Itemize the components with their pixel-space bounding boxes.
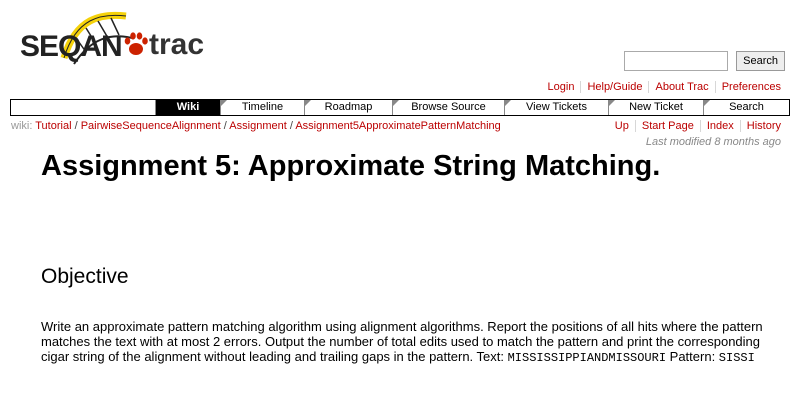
tab-wiki[interactable] bbox=[155, 100, 220, 115]
tab-wiki-label: Wiki bbox=[176, 101, 200, 113]
breadcrumb-tutorial[interactable]: Tutorial bbox=[35, 120, 72, 132]
tab-view-tickets-label: View Tickets bbox=[526, 101, 587, 113]
tab-search[interactable] bbox=[703, 100, 789, 115]
tab-corner-icon bbox=[505, 100, 511, 106]
breadcrumb-current-page[interactable]: Assignment5ApproximatePatternMatching bbox=[295, 120, 501, 132]
objective-paragraph bbox=[41, 319, 781, 366]
breadcrumb bbox=[11, 120, 501, 132]
tab-corner-icon bbox=[305, 100, 311, 106]
tab-view-tickets[interactable] bbox=[504, 100, 608, 115]
breadcrumb-separator: / bbox=[220, 120, 230, 132]
tab-timeline[interactable] bbox=[220, 100, 304, 115]
last-modified-prefix: Last modified bbox=[645, 136, 715, 148]
context-nav bbox=[609, 120, 787, 132]
nav-spacer bbox=[11, 100, 155, 115]
main-nav bbox=[10, 99, 790, 116]
help-guide-link[interactable]: Help/Guide bbox=[580, 81, 648, 93]
last-modified bbox=[646, 136, 781, 148]
last-modified-age[interactable]: 8 months ago bbox=[714, 136, 781, 148]
objective-text: Write an approximate pattern matching algorithm using alignment algorithms. Report the positions of all hits where the pattern matches the text with at most 2 errors. Output the number of total edits used to match the pattern and print the corresponding cigar string of the alignment without leading and trailing gaps in the pattern. Text: bbox=[41, 319, 763, 364]
up-link[interactable]: Up bbox=[614, 120, 629, 132]
history-link[interactable]: History bbox=[740, 120, 787, 132]
logo-seqan-text: SEQAN bbox=[20, 30, 122, 63]
pattern-value: SISSI bbox=[718, 351, 755, 365]
search-button[interactable]: Search bbox=[736, 51, 785, 71]
tab-browse-source[interactable] bbox=[392, 100, 504, 115]
login-link[interactable]: Login bbox=[547, 81, 575, 93]
tab-corner-icon bbox=[609, 100, 615, 106]
tab-roadmap-label: Roadmap bbox=[324, 101, 373, 113]
tab-browse-source-label: Browse Source bbox=[411, 101, 486, 113]
about-trac-link[interactable]: About Trac bbox=[648, 81, 714, 93]
tab-roadmap[interactable] bbox=[304, 100, 392, 115]
index-link[interactable]: Index bbox=[700, 120, 740, 132]
search-form bbox=[624, 51, 785, 71]
breadcrumb-pairwise[interactable]: PairwiseSequenceAlignment bbox=[80, 120, 221, 132]
start-page-link[interactable]: Start Page bbox=[635, 120, 700, 132]
search-input[interactable] bbox=[624, 51, 728, 71]
text-value: MISSISSIPPIANDMISSOURI bbox=[507, 351, 667, 365]
page-title: Assignment 5: Approximate String Matching. bbox=[41, 150, 661, 182]
tab-corner-icon bbox=[221, 100, 227, 106]
tab-corner-icon bbox=[704, 100, 710, 106]
section-heading: Objective bbox=[41, 265, 129, 288]
breadcrumb-separator: / bbox=[286, 120, 296, 132]
tab-new-ticket[interactable] bbox=[608, 100, 703, 115]
tab-corner-icon bbox=[393, 100, 399, 106]
breadcrumb-separator: / bbox=[71, 120, 81, 132]
pattern-label: Pattern: bbox=[666, 349, 719, 364]
tab-timeline-label: Timeline bbox=[241, 101, 284, 113]
paw-icon bbox=[124, 32, 148, 58]
preferences-link[interactable]: Preferences bbox=[715, 81, 787, 93]
meta-nav bbox=[542, 81, 787, 93]
seqan-trac-logo[interactable] bbox=[14, 8, 229, 68]
breadcrumb-assignment[interactable]: Assignment bbox=[229, 120, 287, 132]
tab-search-label: Search bbox=[729, 101, 764, 113]
breadcrumb-prefix: wiki: bbox=[11, 120, 33, 132]
tab-new-ticket-label: New Ticket bbox=[629, 101, 683, 113]
logo-trac-text: trac bbox=[149, 28, 205, 61]
